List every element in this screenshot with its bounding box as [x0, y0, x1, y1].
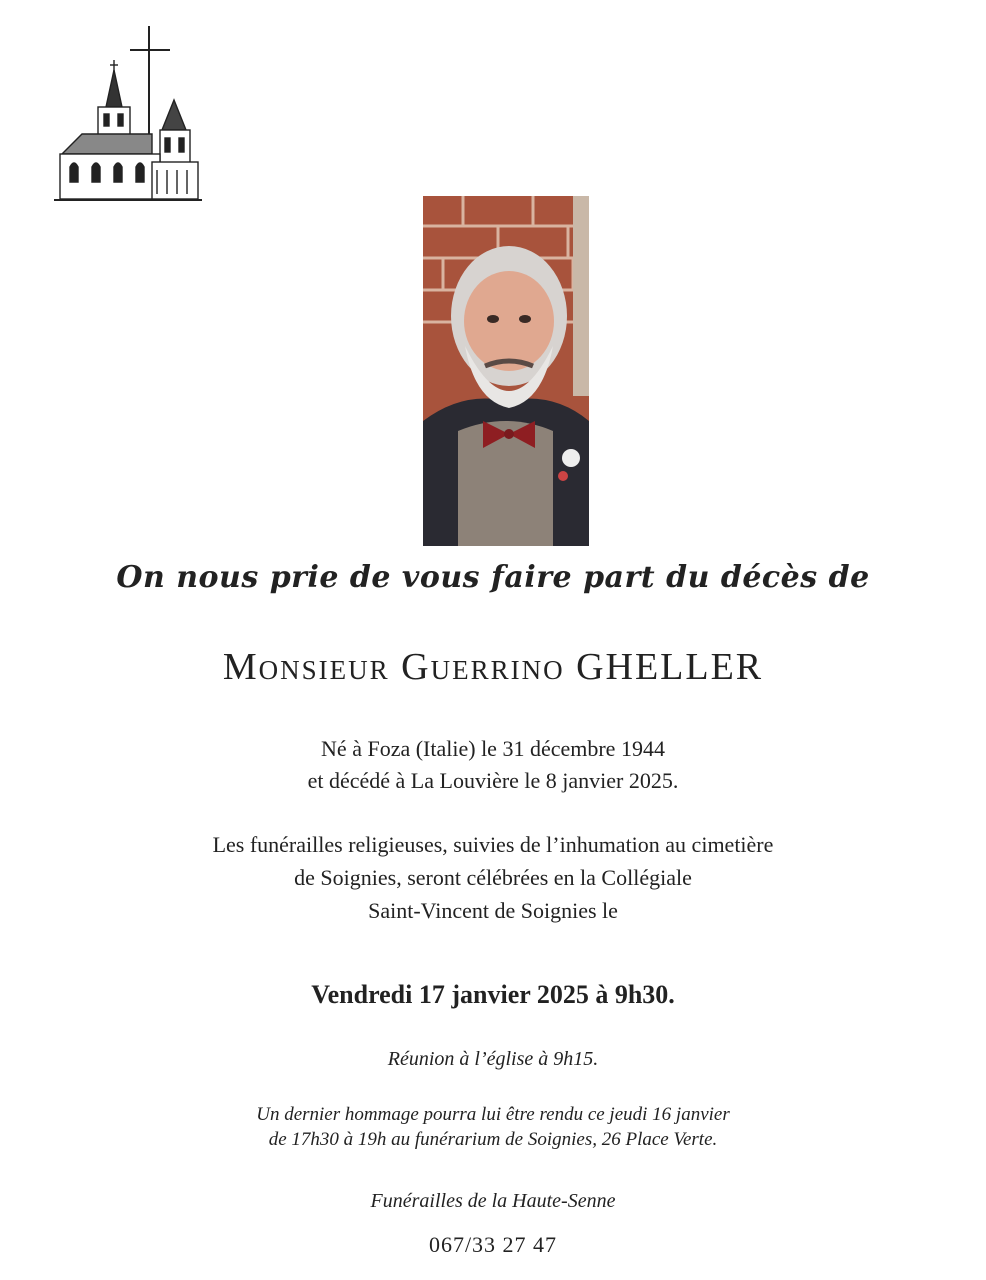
portrait-photo: [423, 196, 589, 546]
hommage-line-2: de 17h30 à 19h au funérarium de Soignies, 26 Place Verte.: [268, 1129, 718, 1150]
phone-number: 067/33 27 47: [428, 1232, 558, 1257]
funeral-info: [0, 828, 986, 927]
hommage-line-1: Un dernier hommage pourra lui être rendu ce jeudi 16 janvier: [256, 1104, 730, 1125]
church-cross-icon: [52, 22, 204, 207]
birth-death-info: [0, 733, 986, 797]
hommage-info: [0, 1102, 986, 1152]
funeral-line-3: Saint-Vincent de Soignies le: [368, 898, 618, 923]
deceased-name: Monsieur Guerrino GHELLER: [222, 646, 764, 688]
announcement-headline: On nous prie de vous faire part du décès de: [116, 560, 870, 595]
meeting-time: Réunion à l’église à 9h15.: [387, 1048, 599, 1070]
funeral-home-name: Funérailles de la Haute-Senne: [370, 1190, 616, 1212]
funeral-line-2: de Soignies, seront célébrées en la Collégiale: [294, 865, 692, 890]
ceremony-date: Vendredi 17 janvier 2025 à 9h30.: [311, 980, 675, 1009]
birth-line: Né à Foza (Italie) le 31 décembre 1944: [321, 736, 665, 761]
funeral-line-1: Les funérailles religieuses, suivies de l’inhumation au cimetière: [212, 832, 774, 857]
death-line: et décédé à La Louvière le 8 janvier 2025.: [307, 768, 679, 793]
